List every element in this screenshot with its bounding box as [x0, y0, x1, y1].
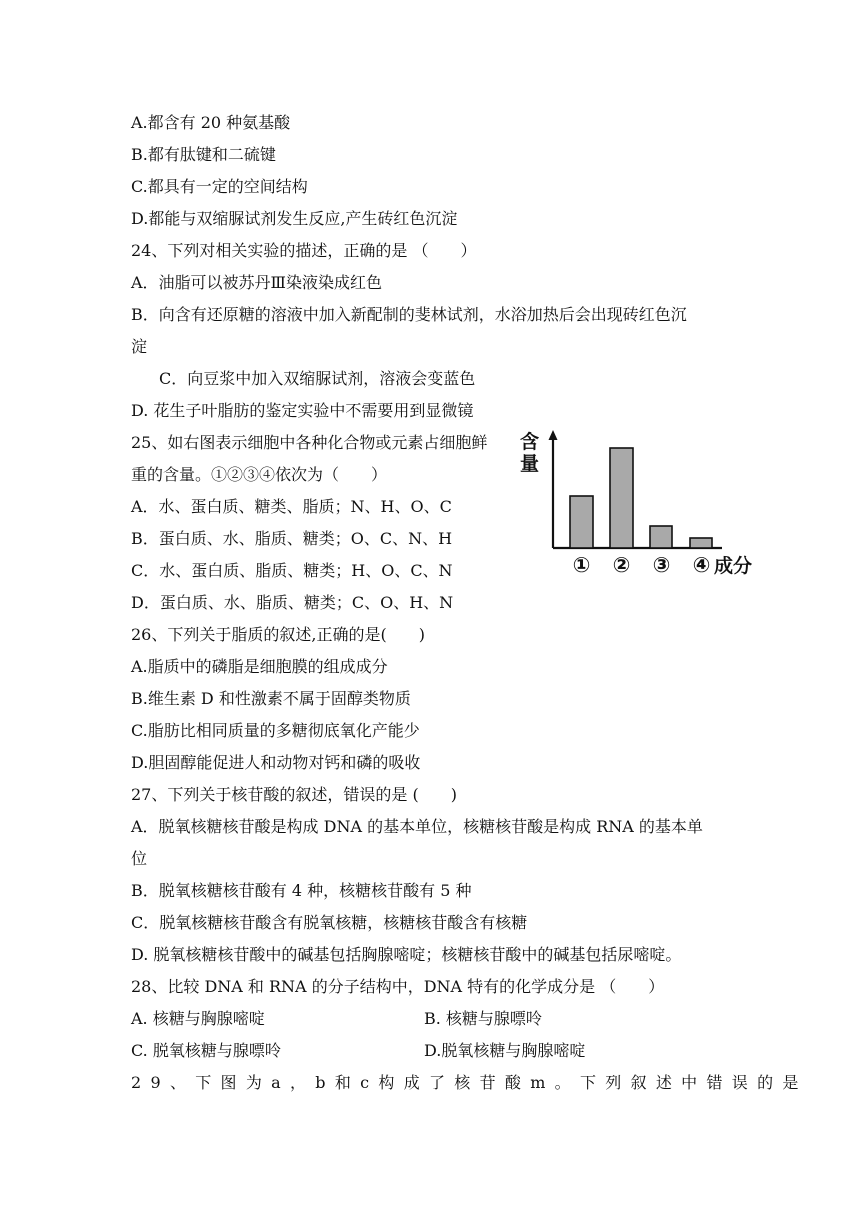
- option-line: C．脱氧核糖核苷酸含有脱氧核糖，核糖核苷酸含有核糖: [131, 913, 528, 932]
- option-line: A．脱氧核糖核苷酸是构成 DNA 的基本单位，核糖核苷酸是构成 RNA 的基本单: [131, 817, 703, 836]
- question-24: 24、下列对相关实验的描述，正确的是 （ ）: [131, 241, 477, 260]
- question-28: 28、比较 DNA 和 RNA 的分子结构中，DNA 特有的化学成分是 （ ）: [131, 977, 665, 996]
- bar-1: [570, 496, 593, 548]
- option-line: D. 脱氧核糖核苷酸中的碱基包括胸腺嘧啶；核糖核苷酸中的碱基包括尿嘧啶。: [131, 945, 682, 964]
- option-line: D.都能与双缩脲试剂发生反应,产生砖红色沉淀: [131, 209, 458, 228]
- question-25: 25、如右图表示细胞中各种化合物或元素占细胞鲜: [131, 433, 488, 452]
- option-line: A.脂质中的磷脂是细胞膜的组成成分: [131, 657, 388, 676]
- option-line: A.都含有 20 种氨基酸: [131, 113, 291, 132]
- x-axis-label: 成分: [714, 555, 753, 577]
- option-line: C.脂肪比相同质量的多糖彻底氧化产能少: [131, 721, 420, 740]
- option-line: B.维生素 D 和性激素不属于固醇类物质: [131, 689, 411, 708]
- option-line: C.都具有一定的空间结构: [131, 177, 308, 196]
- option-line: A．水、蛋白质、糖类、脂质；N、H、O、C: [131, 497, 452, 516]
- question-25-continued: 重的含量。①②③④依次为（ ）: [131, 465, 388, 484]
- bar-3: [650, 526, 672, 548]
- bar-4: [690, 538, 712, 548]
- option-d: D.脱氧核糖与胸腺嘧啶: [424, 1041, 586, 1060]
- bar-chart: [520, 425, 770, 585]
- category-label-3: ③: [652, 553, 671, 577]
- question-26: 26、下列关于脂质的叙述,正确的是( ): [131, 625, 425, 644]
- option-line: B．向含有还原糖的溶液中加入新配制的斐林试剂，水浴加热后会出现砖红色沉: [131, 305, 687, 324]
- option-line: C．水、蛋白质、脂质、糖类；H、O、C、N: [131, 561, 453, 580]
- option-line: B．蛋白质、水、脂质、糖类；O、C、N、H: [131, 529, 453, 548]
- category-label-4: ④: [692, 553, 711, 577]
- option-line: B.都有肽键和二硫键: [131, 145, 276, 164]
- option-line: D.胆固醇能促进人和动物对钙和磷的吸收: [131, 753, 421, 772]
- option-line-continued: 淀: [131, 337, 148, 356]
- option-line: B．脱氧核糖核苷酸有 4 种，核糖核苷酸有 5 种: [131, 881, 472, 900]
- option-b: B. 核糖与腺嘌呤: [424, 1009, 542, 1028]
- y-axis-label-char: 含: [520, 431, 540, 453]
- bar-2: [610, 448, 633, 548]
- category-label-2: ②: [612, 553, 631, 577]
- option-c: C. 脱氧核糖与腺嘌呤: [131, 1041, 281, 1060]
- question-29: 29、下图为a，b和c构成了核苷酸m。下列叙述中错误的是: [131, 1073, 808, 1092]
- option-line: D. 花生子叶脂肪的鉴定实验中不需要用到显微镜: [131, 401, 474, 420]
- option-line: A．油脂可以被苏丹Ⅲ染液染成红色: [131, 273, 382, 292]
- y-axis-label-char: 量: [520, 453, 540, 475]
- option-a: A. 核糖与胸腺嘧啶: [131, 1009, 265, 1028]
- category-label-1: ①: [572, 553, 591, 577]
- option-line: C．向豆浆中加入双缩脲试剂，溶液会变蓝色: [159, 369, 476, 388]
- question-27: 27、下列关于核苷酸的叙述，错误的是 ( ): [131, 785, 457, 804]
- option-line-continued: 位: [131, 849, 148, 868]
- option-line: D．蛋白质、水、脂质、糖类；C、O、H、N: [131, 593, 454, 612]
